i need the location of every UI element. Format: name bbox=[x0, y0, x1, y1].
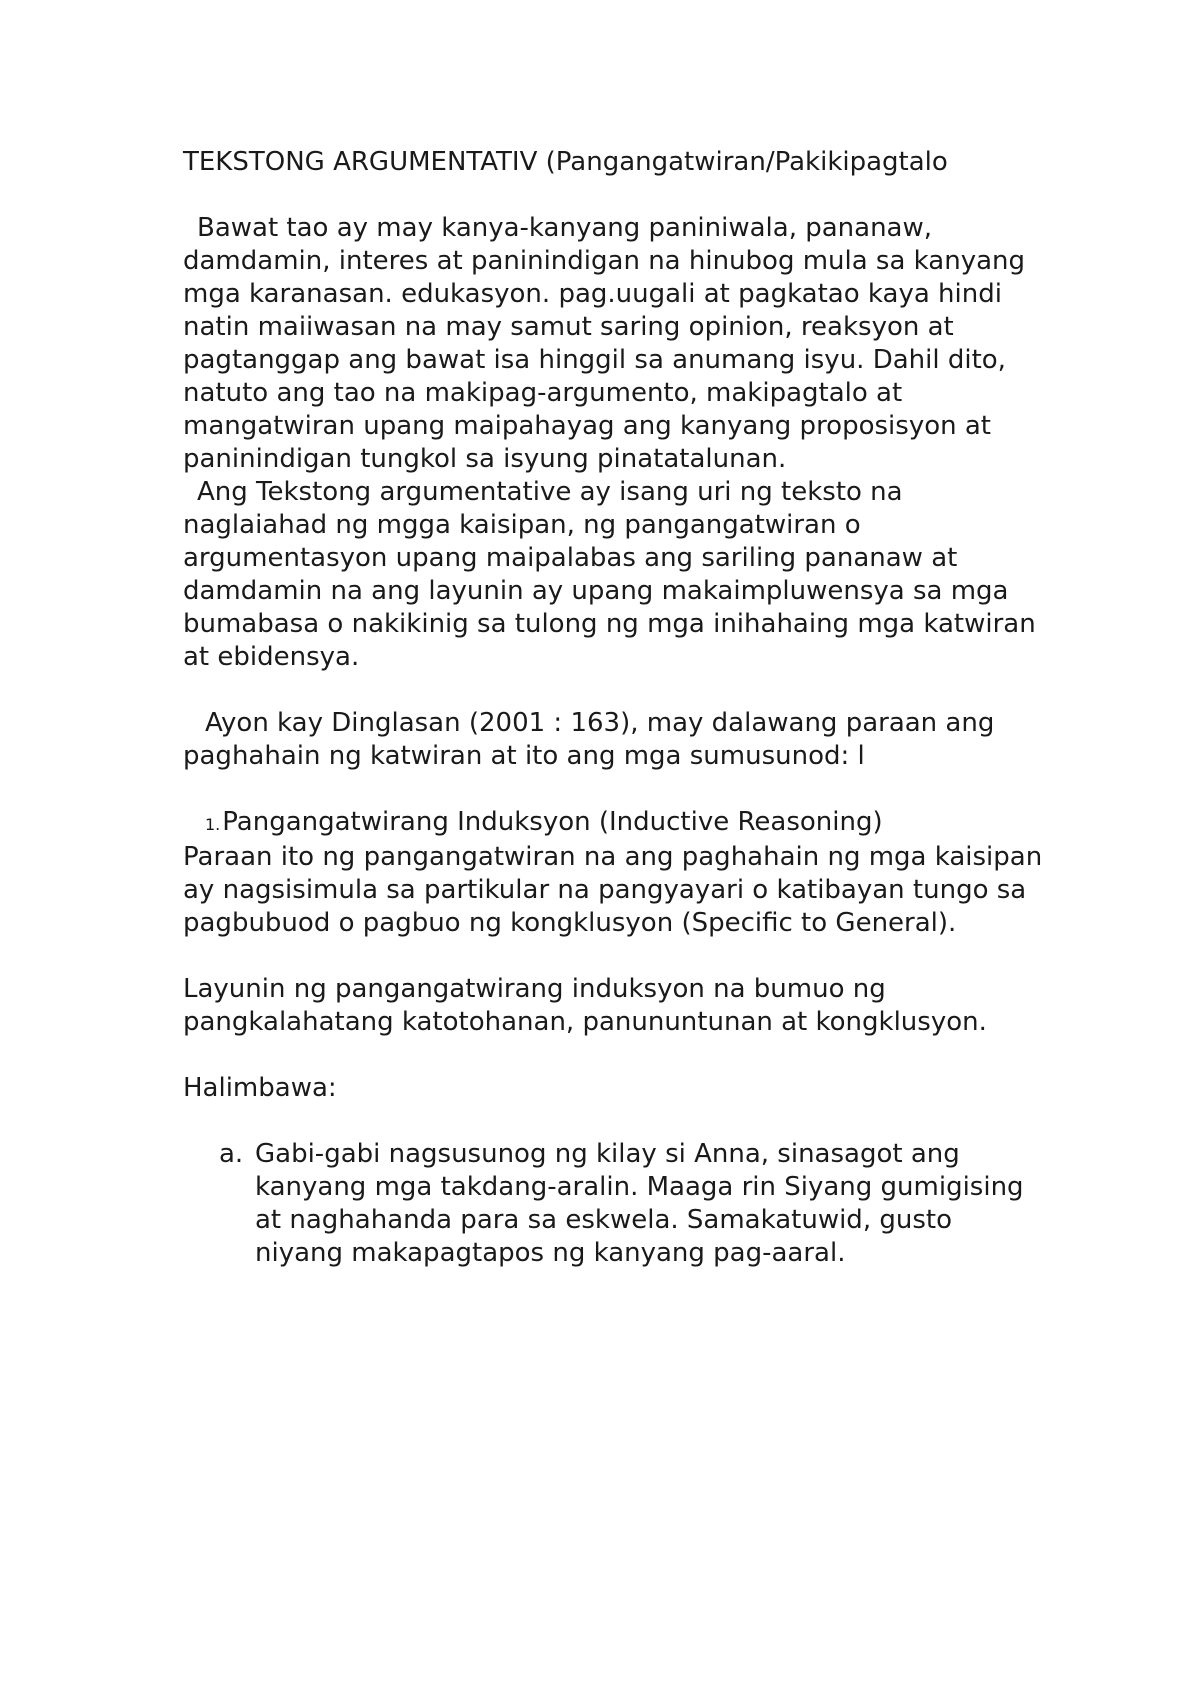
list-number-marker: 1. bbox=[205, 815, 221, 834]
list-letter-marker: a. bbox=[219, 1139, 244, 1169]
definition-paragraph: Ang Tekstong argumentative ay isang uri ng teksto na naglaiahad ng mgga kaisipan, ng pangangatwiran o argumentasyon upang maipalabas ang sariling pananaw at damdamin na ang layunin ay upang makaimpluwensya sa mga bumabasa o nakikinig sa tulong ng mga inihahaing mga katwiran at ebidensya. bbox=[183, 477, 1036, 672]
halimbawa-label: Halimbawa: bbox=[183, 1073, 337, 1103]
spacer bbox=[183, 674, 1043, 707]
example-text: Gabi-gabi nagsusunog ng kilay si Anna, sinasagot ang kanyang mga takdang-aralin. Maaga rin Siyang gumigising at naghahanda para sa eskwela. Samakatuwid, gusto niyang makapagtapos ng kanyang pag-aaral. bbox=[255, 1139, 1024, 1268]
intro-paragraph: Bawat tao ay may kanya-kanyang paniniwala, pananaw, damdamin, interes at paninindigan na hinubog mula sa kanyang mga karanasan. edukasyon. pag.uugali at pagkatao kaya hindi natin maiiwasan na may samut saring opinion, reaksyon at pagtanggap ang bawat isa hinggil sa anumang isyu. Dahil dito, natuto ang tao na makipag-argumento, makipagtalo at mangatwiran upang maipahayag ang kanyang proposisyon at paninindigan tungkol sa isyung pinatatalunan. bbox=[183, 213, 1025, 474]
layunin-paragraph: Layunin ng pangangatwirang induksyon na bumuo ng pangkalahatang katotohanan, panununtunan at kongklusyon. bbox=[183, 974, 987, 1037]
spacer bbox=[183, 773, 1043, 806]
spacer bbox=[183, 179, 1043, 212]
spacer bbox=[183, 1105, 1043, 1138]
list-item bbox=[219, 1138, 1043, 1270]
example-list bbox=[183, 1138, 1043, 1270]
dinglasan-paragraph: Ayon kay Dinglasan (2001 : 163), may dalawang paraan ang paghahain ng katwiran at ito ang mga sumusunod: l bbox=[183, 708, 995, 771]
spacer bbox=[183, 940, 1043, 973]
induksyon-paragraph: Paraan ito ng pangangatwiran na ang paghahain ng mga kaisipan ay nagsisimula sa partikular na pangyayari o katibayan tungo sa pagbubuod o pagbuo ng kongklusyon (Specific to General). bbox=[183, 842, 1043, 938]
document-body bbox=[183, 146, 1043, 1270]
document-title: TEKSTONG ARGUMENTATIV (Pangangatwiran/Pakikipagtalo bbox=[183, 147, 948, 177]
numbered-list-item bbox=[183, 806, 1043, 841]
induksyon-heading: Pangangatwirang Induksyon (Inductive Reasoning) bbox=[222, 807, 883, 837]
spacer bbox=[183, 1039, 1043, 1072]
